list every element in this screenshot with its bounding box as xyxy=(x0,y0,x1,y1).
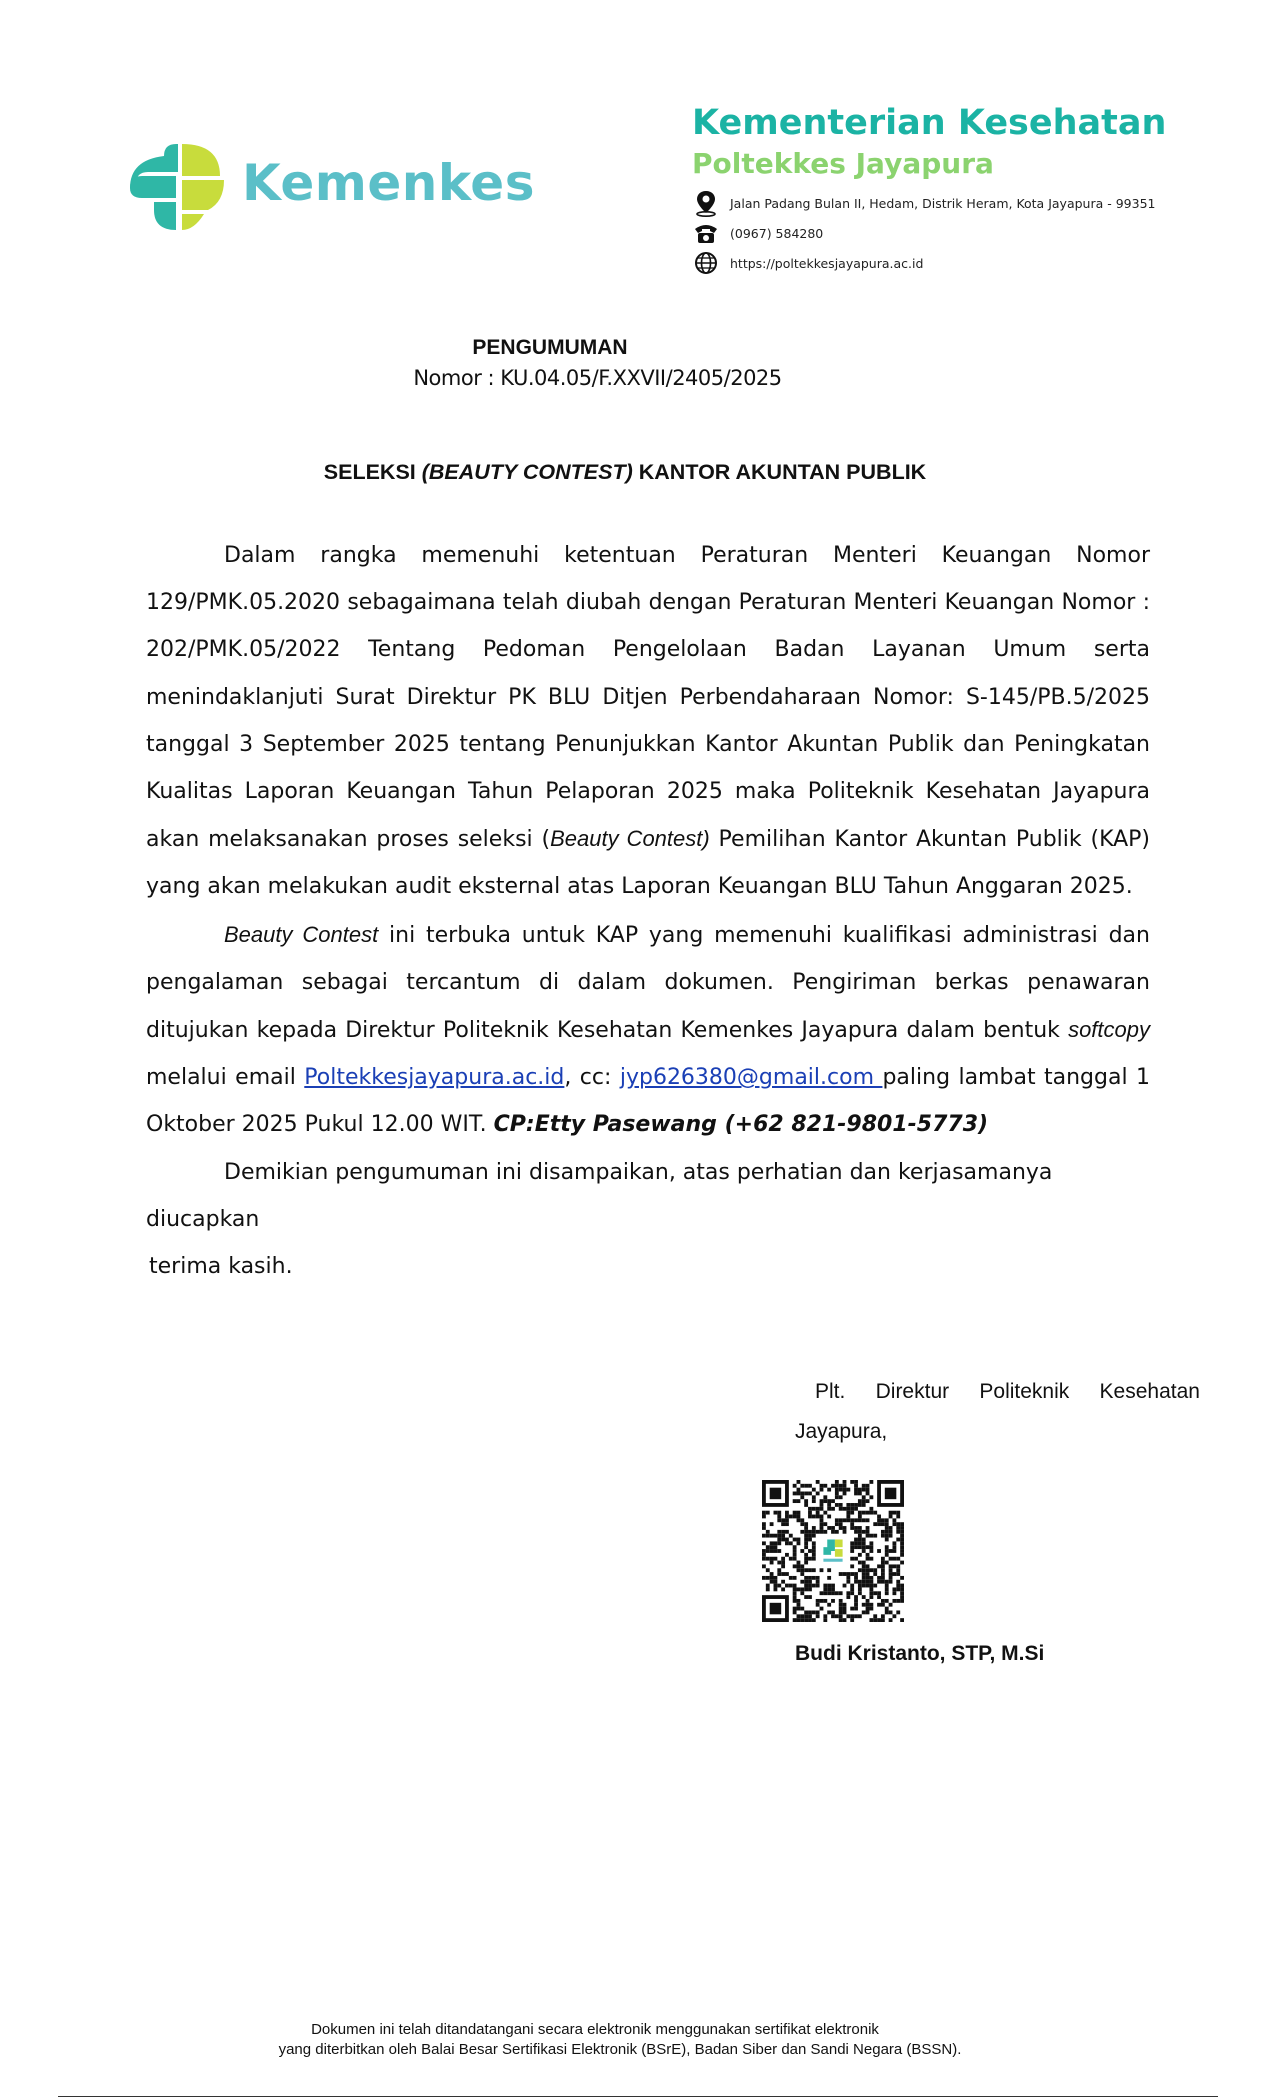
website-row xyxy=(692,248,1252,278)
announcement-number: Nomor : KU.04.05/F.XXVII/2405/2025 xyxy=(413,366,782,390)
signature-qr-code xyxy=(762,1480,904,1622)
footer-line-2: yang diterbitkan oleh Balai Besar Sertifikasi Elektronik (BSrE), Badan Siber dan Sandi Negara (BSSN). xyxy=(278,2041,962,2058)
qr-code-icon xyxy=(762,1480,904,1622)
announcement-title-row xyxy=(0,336,1275,360)
p3-line2: terima kasih. xyxy=(149,1254,293,1280)
p1-italic: Beauty Contest) xyxy=(550,826,710,852)
softcopy-word: softcopy xyxy=(1068,1017,1150,1043)
location-pin-icon xyxy=(692,189,720,217)
footer-line-1: Dokumen ini telah ditandatangani secara elektronik menggunakan sertifikat elektronik xyxy=(311,2021,879,2038)
letterhead xyxy=(692,100,1252,278)
title-word: Kesehatan xyxy=(1099,1380,1200,1403)
phone-icon xyxy=(692,219,720,247)
title-word: Direktur xyxy=(875,1380,950,1403)
announcement-title: PENGUMUMAN xyxy=(472,336,628,359)
kemenkes-emblem-icon xyxy=(130,140,226,234)
paragraph-2 xyxy=(146,911,1150,1149)
subject-suffix: KANTOR AKUNTAN PUBLIK xyxy=(632,460,927,484)
signer-name: Budi Kristanto, STP, M.Si xyxy=(795,1642,1045,1665)
institution-name: Poltekkes Jayapura xyxy=(692,147,994,180)
signatory-title-line1 xyxy=(795,1372,1200,1412)
contact-person: CP:Etty Pasewang (+62 821-9801-5773) xyxy=(493,1112,989,1138)
title-word: Plt. xyxy=(815,1380,846,1403)
address-text: Jalan Padang Bulan II, Hedam, Distrik Heram, Kota Jayapura - 99351 xyxy=(730,195,1156,211)
kemenkes-logo xyxy=(130,140,535,234)
p1-text: Dalam rangka memenuhi ketentuan Peraturan Menteri Keuangan Nomor 129/PMK.05.2020 sebagaimana telah diubah dengan Peraturan Menteri Keuangan Nomor : 202/PMK.05/2022 Tentang Pedoman Pengelolaan Badan Layanan Umum serta menindaklanjuti Surat Direktur PK BLU Ditjen Perbendaharaan Nomor: S-145/PB.5/2025 tanggal 3 September 2025 tentang Penunjukkan Kantor Akuntan Publik dan Peningkatan Kualitas Laporan Keuangan Tahun Pelaporan 2025 maka Politeknik Kesehatan Jayapura akan melaksanakan proses seleksi ( xyxy=(146,543,1150,853)
p2-text-4: paling lambat tanggal 1 Oktober 2025 Pukul 12.00 WIT. xyxy=(146,1065,1151,1138)
subject-inner xyxy=(324,460,926,485)
paragraph-1 xyxy=(146,532,1150,911)
subject-prefix: SELEKSI xyxy=(323,460,422,484)
p3-line1: Demikian pengumuman ini disampaikan, atas perhatian dan kerjasamanya diucapkan xyxy=(146,1159,1053,1232)
footer-divider xyxy=(58,2096,1218,2097)
website-link[interactable]: https://poltekkesjayapura.ac.id xyxy=(730,255,924,271)
announcement-number-row xyxy=(0,366,1275,390)
phone-row xyxy=(692,218,1252,248)
p2-italic: Beauty Contest xyxy=(224,921,379,947)
p1-text-end: Pemilihan Kantor Akuntan Publik (KAP) yang akan melakukan audit eksternal atas Laporan Keuangan BLU Tahun Anggaran 2025. xyxy=(146,827,1151,900)
p2-text-2: melalui email xyxy=(146,1065,305,1091)
title-word: Politeknik xyxy=(979,1380,1070,1403)
address-row xyxy=(692,188,1252,218)
logo-text: Kemenkes xyxy=(242,154,535,212)
email-link-primary[interactable]: Poltekkesjayapura.ac.id xyxy=(304,1065,565,1091)
p2-text-3: , cc: xyxy=(564,1065,620,1091)
footer-disclaimer xyxy=(0,2020,1275,2060)
subject-italic: (BEAUTY CONTEST) xyxy=(421,460,633,484)
phone-text: (0967) 584280 xyxy=(730,225,824,241)
paragraph-3 xyxy=(146,1149,1150,1243)
subject-heading xyxy=(0,460,1275,485)
p2-text: ini terbuka untuk KAP yang memenuhi kualifikasi administrasi dan pengalaman sebagai tercantum di dalam dokumen. Pengiriman berkas penawaran ditujukan kepada Direktur Politeknik Kesehatan Kemenkes Jayapura dalam bentuk xyxy=(146,922,1150,1044)
email-link-cc[interactable]: jyp626380@gmail.com xyxy=(619,1065,883,1091)
globe-icon xyxy=(692,249,720,277)
ministry-name: Kementerian Kesehatan xyxy=(692,103,1167,143)
signatory-title-line2: Jayapura, xyxy=(795,1420,888,1443)
signatory-title xyxy=(795,1372,1200,1452)
letter-body xyxy=(146,532,1150,1290)
paragraph-3-end xyxy=(146,1243,1150,1290)
